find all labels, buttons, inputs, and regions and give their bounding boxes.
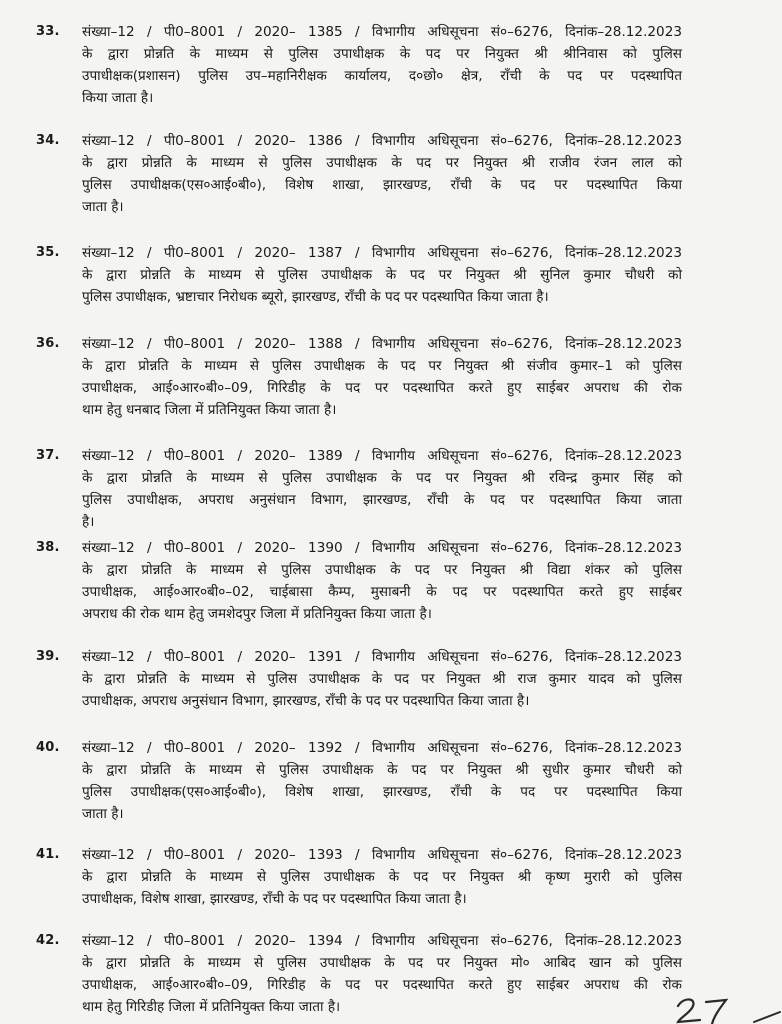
entry-number: 37. <box>36 448 60 463</box>
entry-line: जाता है। <box>82 199 124 215</box>
entry-number: 34. <box>36 133 60 148</box>
entry-line: अपराध की रोक थाम हेतु जमशेदपुर जिला में प्रतिनियुक्त किया जाता है। <box>82 606 432 622</box>
entry-line: उपाधीक्षक, विशेष शाखा, झारखण्ड, राँची के पद पर पदस्थापित किया जाता है। <box>82 891 467 907</box>
entry-line: के द्वारा प्रोन्नति के माध्यम से पुलिस उपाधीक्षक के पद पर नियुक्त श्री सुनिल कुमार चौधरी को <box>82 267 682 283</box>
entry-line: संख्या–12 / पी0–8001 / 2020– 1390 / विभागीय अधिसूचना सं०–6276, दिनांक–28.12.2023 <box>82 540 682 556</box>
entry-number: 38. <box>36 540 60 555</box>
entry-number: 39. <box>36 649 60 664</box>
entry-line: संख्या–12 / पी0–8001 / 2020– 1388 / विभागीय अधिसूचना सं०–6276, दिनांक–28.12.2023 <box>82 336 682 352</box>
entry-line: के द्वारा प्रोन्नति के माध्यम से पुलिस उपाधीक्षक के पद पर नियुक्त श्री श्रीनिवास को पुलिस <box>82 46 682 62</box>
entry-line: पुलिस उपाधीक्षक, भ्रष्टाचार निरोधक ब्यूरो, झारखण्ड, राँची के पद पर पदस्थापित किया जाता है। <box>82 289 549 305</box>
entry-line: के द्वारा प्रोन्नति के माध्यम से पुलिस उपाधीक्षक के पद पर नियुक्त श्री रविन्द्र कुमार सिंह को <box>82 470 682 486</box>
corner-mark <box>752 1010 782 1024</box>
entry-line: के द्वारा प्रोन्नति के माध्यम से पुलिस उपाधीक्षक के पद पर नियुक्त श्री संजीव कुमार–1 को पुलिस <box>82 358 682 374</box>
entry-line: संख्या–12 / पी0–8001 / 2020– 1389 / विभागीय अधिसूचना सं०–6276, दिनांक–28.12.2023 <box>82 448 682 464</box>
entry-line: जाता है। <box>82 806 124 822</box>
entry-line: संख्या–12 / पी0–8001 / 2020– 1394 / विभागीय अधिसूचना सं०–6276, दिनांक–28.12.2023 <box>82 933 682 949</box>
entry-number: 36. <box>36 336 60 351</box>
entry-number: 41. <box>36 847 60 862</box>
entry-line: किया जाता है। <box>82 90 154 106</box>
entry-line: पुलिस उपाधीक्षक, अपराध अनुसंधान विभाग, झारखण्ड, राँची के पद पर पदस्थापित किया जाता <box>82 492 682 508</box>
entry-number: 33. <box>36 24 60 39</box>
entry-line: थाम हेतु धनबाद जिला में प्रतिनियुक्त किया जाता है। <box>82 402 337 418</box>
entry-line: के द्वारा प्रोन्नति के माध्यम से पुलिस उपाधीक्षक के पद पर नियुक्त श्री कृष्ण मुरारी को पुलिस <box>82 869 682 885</box>
entry-line: उपाधीक्षक, आई०आर०बी०–09, गिरिडीह के पद पर पदस्थापित करते हुए साईबर अपराध की रोक <box>82 380 682 396</box>
entry-line: संख्या–12 / पी0–8001 / 2020– 1392 / विभागीय अधिसूचना सं०–6276, दिनांक–28.12.2023 <box>82 740 682 756</box>
entry-line: पुलिस उपाधीक्षक(एस०आई०बी०), विशेष शाखा, झारखण्ड, राँची के पद पर पदस्थापित किया <box>82 784 682 800</box>
entry-line: संख्या–12 / पी0–8001 / 2020– 1391 / विभागीय अधिसूचना सं०–6276, दिनांक–28.12.2023 <box>82 649 682 665</box>
entry-line: उपाधीक्षक, अपराध अनुसंधान विभाग, झारखण्ड, राँची के पद पर पदस्थापित किया जाता है। <box>82 693 530 709</box>
entry-line: पुलिस उपाधीक्षक(एस०आई०बी०), विशेष शाखा, झारखण्ड, राँची के पद पर पदस्थापित किया <box>82 177 682 193</box>
entry-line: संख्या–12 / पी0–8001 / 2020– 1393 / विभागीय अधिसूचना सं०–6276, दिनांक–28.12.2023 <box>82 847 682 863</box>
entry-line: उपाधीक्षक(प्रशासन) पुलिस उप–महानिरीक्षक कार्यालय, द०छो० क्षेत्र, राँची के पद पर पदस्थापित <box>82 68 682 84</box>
handwritten-signature <box>670 992 740 1024</box>
entry-number: 40. <box>36 740 60 755</box>
entry-line: के द्वारा प्रोन्नति के माध्यम से पुलिस उपाधीक्षक के पद पर नियुक्त श्री राजीव रंजन लाल को <box>82 155 682 171</box>
entry-number: 42. <box>36 933 60 948</box>
entry-line: उपाधीक्षक, आई०आर०बी०–02, चाईबासा कैम्प, मुसाबनी के पद पर पदस्थापित करते हुए साईबर <box>82 584 682 600</box>
entry-line: के द्वारा प्रोन्नति के माध्यम से पुलिस उपाधीक्षक के पद पर नियुक्त मो० आबिद खान को पुलिस <box>82 955 682 971</box>
entry-number: 35. <box>36 245 60 260</box>
entry-line: है। <box>82 514 95 530</box>
entry-line: उपाधीक्षक, आई०आर०बी०–09, गिरिडीह के पद पर पदस्थापित करते हुए साईबर अपराध की रोक <box>82 977 682 993</box>
entry-line: के द्वारा प्रोन्नति के माध्यम से पुलिस उपाधीक्षक के पद पर नियुक्त श्री राज कुमार यादव को पुलिस <box>82 671 682 687</box>
entry-line: के द्वारा प्रोन्नति के माध्यम से पुलिस उपाधीक्षक के पद पर नियुक्त श्री विद्या शंकर को पुलिस <box>82 562 682 578</box>
entry-line: थाम हेतु गिरिडीह जिला में प्रतिनियुक्त किया जाता है। <box>82 999 341 1015</box>
entry-line: संख्या–12 / पी0–8001 / 2020– 1385 / विभागीय अधिसूचना सं०–6276, दिनांक–28.12.2023 <box>82 24 682 40</box>
entry-line: संख्या–12 / पी0–8001 / 2020– 1386 / विभागीय अधिसूचना सं०–6276, दिनांक–28.12.2023 <box>82 133 682 149</box>
entry-line: संख्या–12 / पी0–8001 / 2020– 1387 / विभागीय अधिसूचना सं०–6276, दिनांक–28.12.2023 <box>82 245 682 261</box>
entry-line: के द्वारा प्रोन्नति के माध्यम से पुलिस उपाधीक्षक के पद पर नियुक्त श्री सुधीर कुमार चौधरी को <box>82 762 682 778</box>
